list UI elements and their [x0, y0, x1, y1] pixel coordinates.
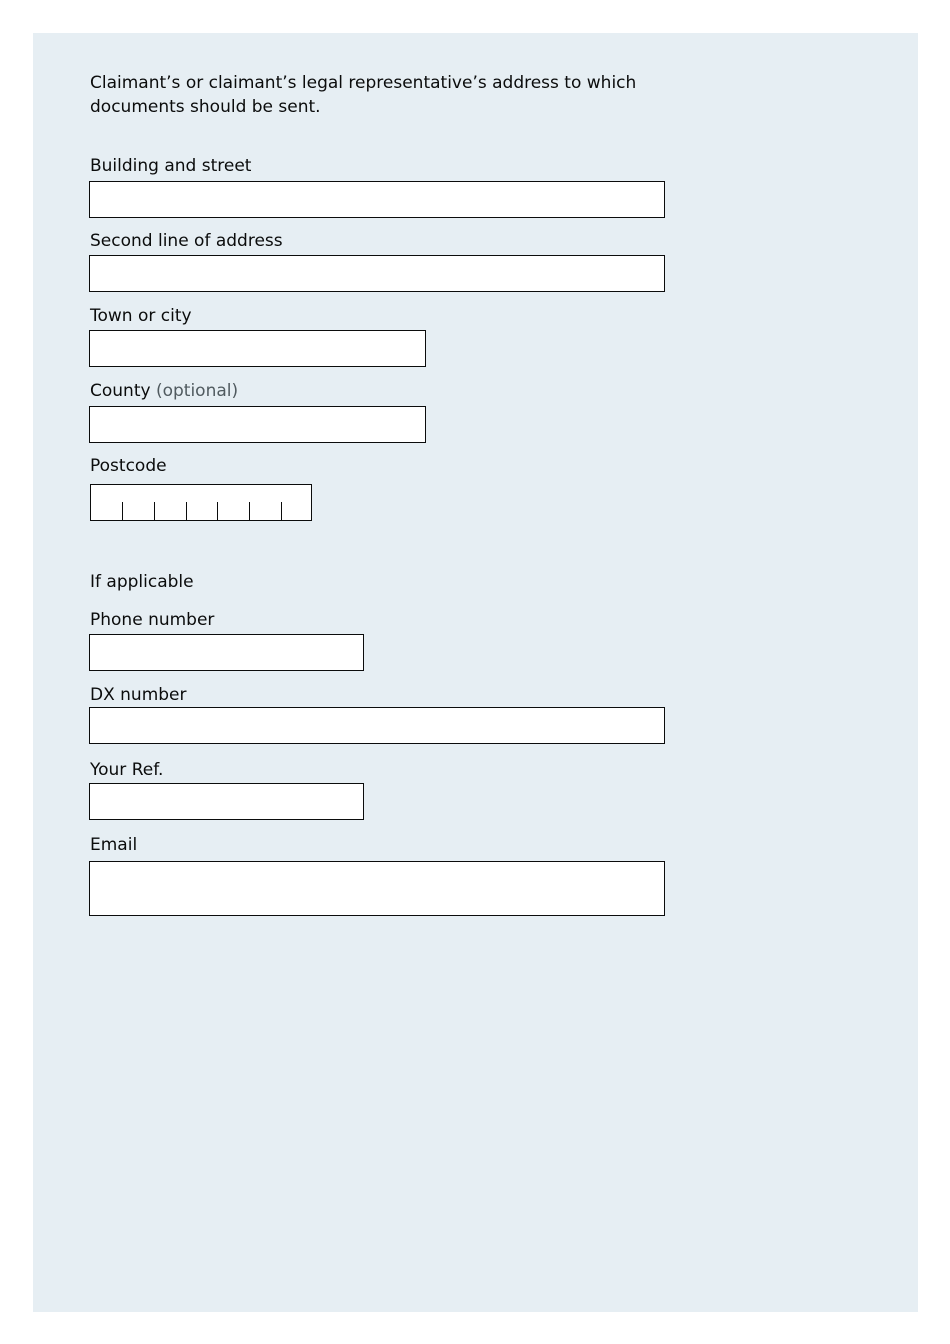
postcode-input[interactable] — [90, 484, 312, 521]
county-label — [90, 380, 238, 402]
intro-text: Claimant’s or claimant’s legal representative’s address to which documents should be sent. — [90, 73, 637, 117]
town-input[interactable] — [89, 330, 426, 367]
county-optional-hint: (optional) — [155, 381, 239, 401]
second-line-input[interactable] — [89, 255, 665, 292]
town-label: Town or city — [90, 306, 192, 326]
postcode-label: Postcode — [90, 456, 167, 476]
county-label-text: County — [90, 381, 151, 401]
building-input[interactable] — [89, 181, 665, 218]
phone-input[interactable] — [89, 634, 364, 671]
county-input[interactable] — [89, 406, 426, 443]
postcode-divider — [122, 502, 123, 520]
postcode-divider — [249, 502, 250, 520]
form-panel — [33, 33, 918, 1312]
phone-label: Phone number — [90, 610, 215, 630]
email-label: Email — [90, 835, 138, 855]
postcode-divider — [154, 502, 155, 520]
postcode-divider — [217, 502, 218, 520]
postcode-divider — [186, 502, 187, 520]
email-input[interactable] — [89, 861, 665, 916]
dx-input[interactable] — [89, 707, 665, 744]
building-label: Building and street — [90, 156, 252, 176]
second-line-label: Second line of address — [90, 231, 283, 251]
section-heading: If applicable — [90, 572, 194, 592]
postcode-divider — [281, 502, 282, 520]
ref-label: Your Ref. — [90, 760, 164, 780]
dx-label: DX number — [90, 685, 187, 705]
ref-input[interactable] — [89, 783, 364, 820]
